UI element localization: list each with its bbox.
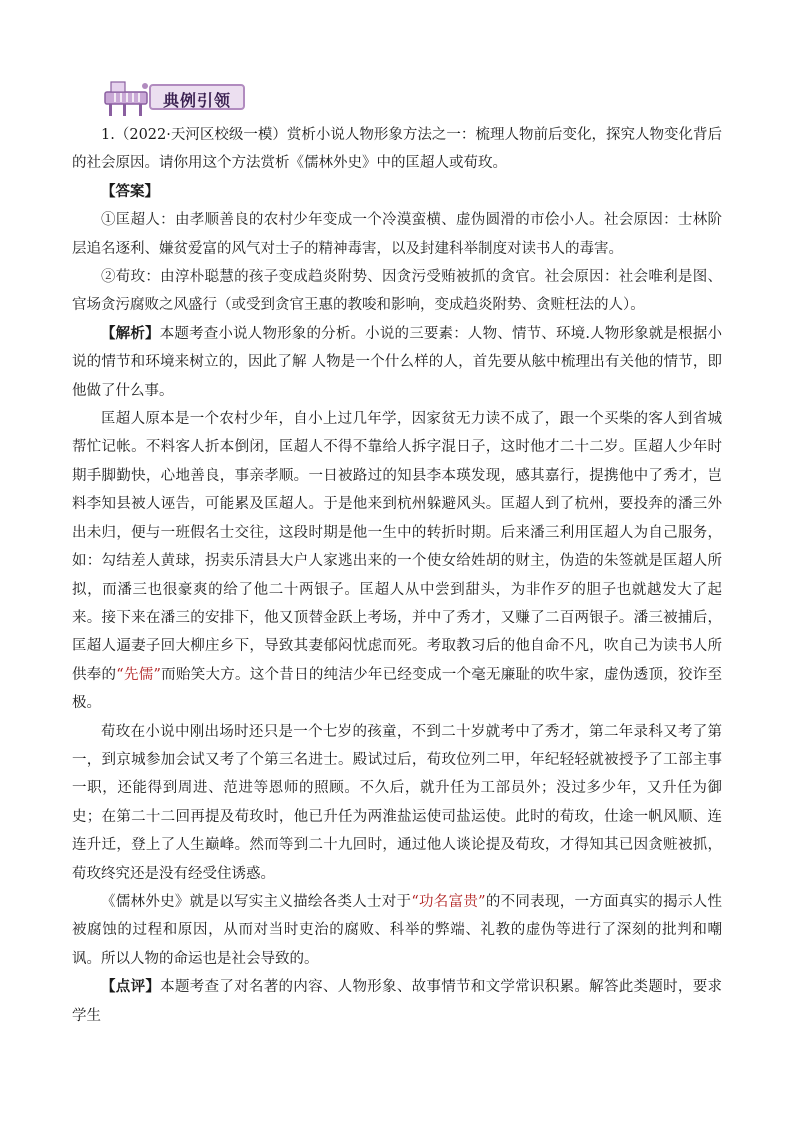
answer-item-xun: ②荀玫：由淳朴聪慧的孩子变成趋炎附势、因贪污受贿被抓的贪官。社会原因：社会唯利是图、官场贪污腐败之风盛行（或受到贪官王惠的教唆和影响，变成趋炎附势、贪赃枉法的人）。	[72, 269, 722, 314]
xun-paragraph: 荀玫在小说中刚出场时还只是一个七岁的孩童，不到二十岁就考中了秀才，第二年录科又考了第一，到京城参加会试又考了个第三名进士。殿试过后，荀玫位列二甲，年纪轻轻就被授予了工部主事一职，还能得到周进、范进等恩师的照顾。不久后，就升任为工部员外；没过多少年，又升任为御史；在第二十二回再提及荀玫时，他已升任为两淮盐运使司盐运使。此时的荀玫，仕途一帆风顺、连连升迁，登上了人生巅峰。然而等到二十九回时，通过他人谈论提及荀玫，才得知其已因贪赃被抓，荀玫终究还是没有经受住诱惑。	[72, 723, 722, 882]
section-title-box	[149, 84, 245, 110]
quote-gongming: “功名富贵”	[411, 893, 486, 910]
rulin-text-2: 的不同表现，一方面真实的揭示人性被腐蚀的过程和原因，从而对当时吏治的腐败、科举的弊端、礼教的虚伪等进行了深刻的批判和嘲讽。所以人物的命运也是社会导致的。	[72, 893, 723, 967]
section-badge	[103, 78, 249, 118]
analysis-intro: 本题考查小说人物形象的分析。小说的三要素：人物、情节、环境.人物形象就是根据小说的情节和环境来树立的，因此了解 人物是一个什么样的人，首先要从舷中梳理出有关他的情节，即他做了什么事。	[72, 325, 723, 399]
analysis-paragraph	[72, 320, 722, 405]
kuang-text-1: 匡超人原本是一个农村少年，自小上过几年学，因家贫无力读不成了，跟一个买柴的客人到省城帮忙记帐。不料客人折本倒闭，匡超人不得不靠给人拆字混日子，这时他才二十二岁。匡超人少年时期手脚勤快，心地善良，事亲孝顺。一日被路过的知县李本瑛发现，感其嘉行，提携他中了秀才，岂料李知县被人诬告，可能累及匡超人。于是他来到杭州躲避风头。匡超人到了杭州，要投奔的潘三外出未归，便与一班假名士交往，这段时期是他一生中的转折时期。后来潘三利用匡超人为自己服务，如：勾结差人黄球，拐卖乐清县大户人家逃出来的一个使女给姓胡的财主，伪造的朱签就是匡超人所拟，而潘三也很豪爽的给了他二十两银子。匡超人从中尝到甜头，为非作歹的胆子也就越发大了起来。接下来在潘三的安排下，他又顶替金跃上考场，并中了秀才，又赚了二百两银子。潘三被捕后，匡超人逼妻子回大柳庄乡下，导致其妻郁闷忧虑而死。考取教习后的他自命不凡，吹自己为读书人所供奉的	[72, 411, 722, 683]
kuang-text-2: 而贻笑大方。这个昔日的纯洁少年已经变成一个毫无廉耻的吹牛家，虚伪透顶，狡诈至极。	[72, 666, 722, 712]
comment-text: 本题考查了对名著的内容、人物形象、故事情节和文学常识积累。解答此类题时，要求学生	[72, 979, 722, 1024]
rulin-text-1: 《儒林外史》就是以写实主义描绘各类人士对于	[101, 893, 412, 910]
question-text: 1.（2022·天河区校级一模）赏析小说人物形象方法之一：梳理人物前后变化，探究人物变化背后的社会原因。请你用这个方法赏析《儒林外史》中的匡超人或荀玫。	[72, 127, 722, 172]
document-body	[72, 121, 722, 1030]
section-title: 典例引领	[163, 91, 232, 110]
comment-label: 【点评】	[101, 978, 161, 996]
answer-label: 【答案】	[101, 182, 159, 200]
rulin-paragraph	[72, 888, 722, 973]
comment-paragraph	[72, 973, 722, 1030]
analysis-label: 【解析】	[101, 324, 160, 342]
answer-item-kuang: ①匡超人：由孝顺善良的农村少年变成一个冷漠蛮横、虚伪圆滑的市侩小人。社会原因：士林阶层追名逐利、嫌贫爱富的风气对士子的精神毒害，以及封建科举制度对读书人的毒害。	[72, 212, 722, 257]
kuang-paragraph	[72, 405, 722, 717]
piano-icon	[103, 78, 153, 118]
answer-heading	[72, 178, 722, 206]
quote-xianru: “先儒”	[116, 666, 161, 683]
